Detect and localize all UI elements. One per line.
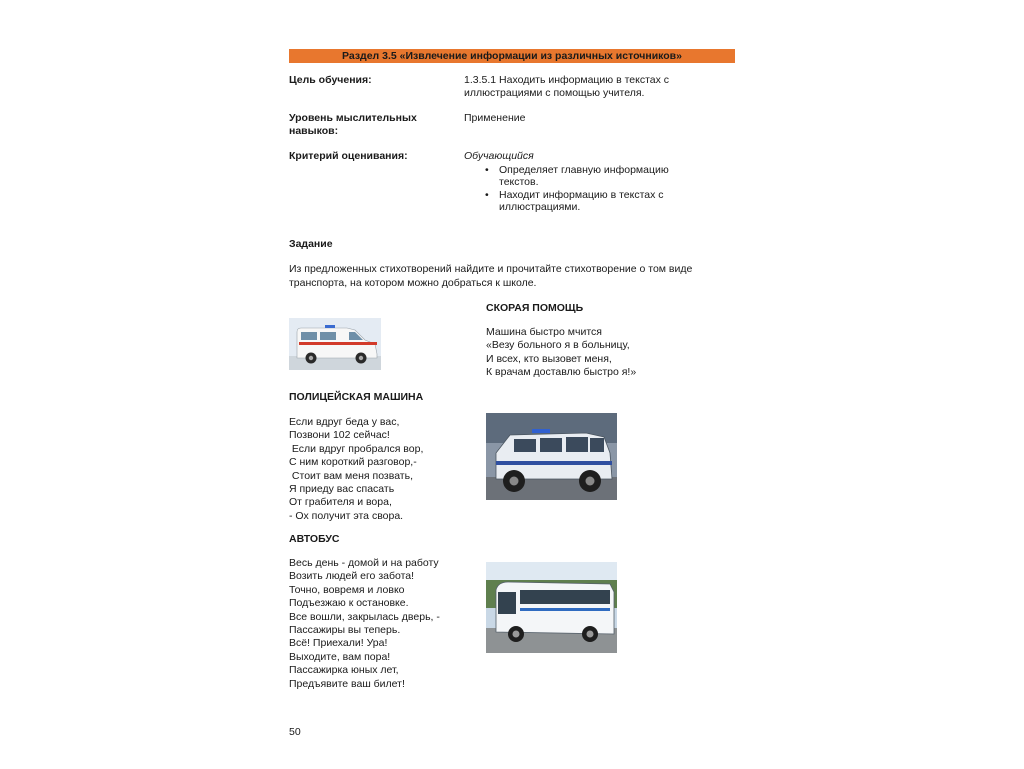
thinking-level-label-line: навыков:: [289, 125, 339, 137]
police-car-drawing: [486, 413, 617, 500]
thinking-level-value: Применение: [464, 112, 526, 124]
page-number: 50: [289, 726, 301, 738]
poem-line: Я приеду вас спасать: [289, 483, 395, 496]
poem-line: - Ох получит эта свора.: [289, 509, 404, 522]
criteria-subject: Обучающийся: [464, 150, 534, 162]
poem-line: Если вдруг беда у вас,: [289, 416, 400, 428]
criteria-bullet: [483, 164, 713, 188]
task-line: транспорта, на котором можно добраться к школе.: [289, 277, 537, 289]
thinking-level-label: [289, 112, 417, 138]
bus-drawing: [486, 562, 617, 653]
poem-line: Все вошли, закрылась дверь, -: [289, 610, 440, 623]
police-poem: [289, 416, 423, 523]
poem-line: Выходите, вам пора!: [289, 650, 391, 663]
poem-line: Всё! Приехали! Ура!: [289, 637, 388, 650]
task-line: Из предложенных стихотворений найдите и прочитайте стихотворение о том виде: [289, 263, 693, 275]
objective-line: 1.3.5.1 Находить информацию в текстах с: [464, 74, 670, 86]
poem-line: И всех, кто вызовет меня,: [486, 352, 612, 365]
criteria-label: Критерий оценивания:: [289, 150, 408, 162]
poem-line: Пассажиры вы теперь.: [289, 624, 401, 637]
police-title: ПОЛИЦЕЙСКАЯ МАШИНА: [289, 391, 424, 403]
task-text: [289, 262, 692, 290]
poem-line: Позвони 102 сейчас!: [289, 429, 390, 442]
poem-line: Точно, вовремя и ловко: [289, 583, 405, 596]
poem-line: Весь день - домой и на работу: [289, 557, 439, 569]
poem-line: Предъявите ваш билет!: [289, 677, 405, 690]
ambulance-title: СКОРАЯ ПОМОЩЬ: [486, 302, 584, 314]
bus-title: АВТОБУС: [289, 533, 340, 545]
ambulance-poem: [486, 326, 636, 380]
poem-line: Если вдруг пробрался вор,: [289, 442, 424, 455]
poem-line: От грабителя и вора,: [289, 496, 392, 509]
poem-line: Стоит вам меня позвать,: [289, 469, 414, 482]
poem-line: Возить людей его забота!: [289, 570, 415, 583]
poem-line: К врачам доставлю быстро я!»: [486, 366, 637, 379]
poem-line: Пассажирка юных лет,: [289, 664, 399, 677]
objective-value: [464, 74, 669, 100]
criteria-bullet-line: • Находит информацию в текстах с: [499, 189, 664, 201]
bus-poem: [289, 557, 440, 691]
criteria-bullet-line: текстов.: [499, 176, 539, 188]
police-car-image: [486, 413, 617, 500]
section-banner: Раздел 3.5 «Извлечение информации из различных источников»: [289, 49, 735, 63]
poem-line: «Везу больного я в больницу,: [486, 339, 630, 352]
criteria-bullet-line: иллюстрациями.: [499, 201, 581, 213]
poem-line: С ним короткий разговор,-: [289, 456, 417, 469]
poem-line: Машина быстро мчится: [486, 326, 602, 338]
criteria-bullet: [483, 189, 713, 213]
ambulance-image: [289, 318, 381, 370]
objective-line: иллюстрациями с помощью учителя.: [464, 87, 645, 99]
poem-line: Подъезжаю к остановке.: [289, 597, 409, 610]
criteria-bullet-line: • Определяет главную информацию: [499, 164, 669, 176]
objective-label: Цель обучения:: [289, 74, 372, 86]
task-heading: Задание: [289, 238, 333, 250]
thinking-level-label-line: Уровень мыслительных: [289, 112, 417, 124]
ambulance-drawing: [289, 318, 381, 370]
criteria-list: [483, 164, 713, 214]
bus-image: [486, 562, 617, 653]
